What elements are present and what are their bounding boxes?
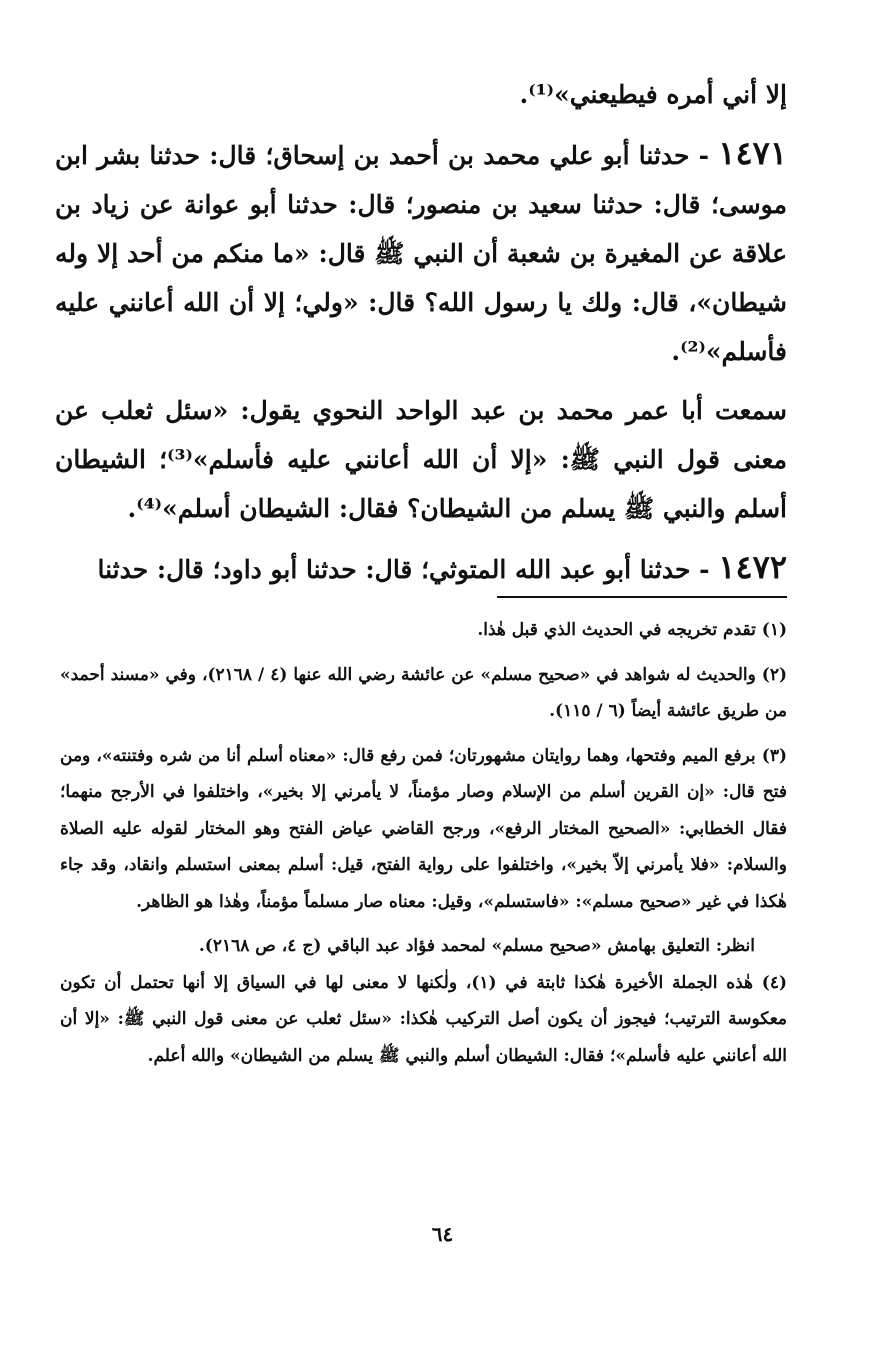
- footnotes: [60, 612, 787, 1074]
- hadith-number: ١٤٧٢: [718, 548, 787, 586]
- hadith-1472: [55, 543, 787, 594]
- footnote-4: (٤) هٰذه الجملة الأخيرة هٰكذا ثابتة في (١)، ولٰكنها لا معنى لها في السياق إلا أنها تحتمل أن تكون معكوسة الترتيب؛ فيجوز أن يكون أصل التركيب هٰكذا: «سئل ثعلب عن معنى قول النبي ﷺ: «إلا أن الله أعانني عليه فأسلم»؛ فقال: الشيطان أسلم والنبي ﷺ يسلم من الشيطان» والله أعلم.: [60, 972, 787, 1066]
- paragraph-continuation: [55, 70, 787, 119]
- hadith-number: ١٤٧١: [718, 134, 787, 172]
- main-text: [55, 70, 787, 594]
- paragraph-text: إلا أني أمره فيطيعني»⁽¹⁾.: [519, 80, 787, 109]
- footnote-1: (١) تقدم تخريجه في الحديث الذي قبل هٰذا.: [477, 620, 787, 640]
- page-number: ٦٤: [431, 1222, 454, 1246]
- commentary-paragraph: [55, 386, 787, 533]
- paragraph-text: - حدثنا أبو عبد الله المتوثي؛ قال: حدثنا أبو داود؛ قال: حدثنا: [97, 555, 719, 584]
- footnote-reference: انظر: التعليق بهامش «صحيح مسلم» لمحمد فؤاد عبد الباقي (ج ٤، ص ٢١٦٨).: [198, 936, 755, 956]
- paragraph-text: - حدثنا أبو علي محمد بن أحمد بن إسحاق؛ قال: حدثنا بشر ابن موسى؛ قال: حدثنا سعيد بن منصور؛ قال: حدثنا أبو عوانة عن زياد بن علاقة عن المغيرة بن شعبة أن النبي ﷺ قال: «ما منكم من أحد إلا وله شيطان»، قال: ولك يا رسول الله؟ قال: «ولي؛ إلا أن الله أعانني عليه فأسلم»⁽²⁾.: [55, 141, 787, 366]
- paragraph-text: سمعت أبا عمر محمد بن عبد الواحد النحوي يقول: «سئل ثعلب عن معنى قول النبي ﷺ: «إلا أن الله أعانني عليه فأسلم»⁽³⁾؛ الشيطان أسلم والنبي ﷺ يسلم من الشيطان؟ فقال: الشيطان أسلم»⁽⁴⁾.: [55, 396, 787, 523]
- footnote-divider: [497, 596, 787, 598]
- footnote-3: (٣) برفع الميم وفتحها، وهما روايتان مشهورتان؛ فمن رفع قال: «معناه أسلم أنا من شره وفتنته»، ومن فتح قال: «إن القرين أسلم من الإسلام وصار مؤمناً، لا يأمرني إلا بخير»، واختلفوا في الأرجح منهما؛ فقال الخطابي: «الصحيح المختار الرفع»، ورجح القاضي عياض الفتح وهو المختار لقوله عليه الصلاة والسلام: «فلا يأمرني إلاّ بخير»، واختلفوا على رواية الفتح، قيل: أسلم بمعنى استسلم وانقاد، وقد جاء هٰكذا في غير «صحيح مسلم»: «فاستسلم»، وقيل: معناه صار مسلماً مؤمناً، وهٰذا هو الظاهر.: [60, 745, 787, 912]
- footnote-2: (٢) والحديث له شواهد في «صحيح مسلم» عن عائشة رضي الله عنها (٤ / ٢١٦٨)، وفي «مسند أحمد» من طريق عائشة أيضاً (٦ / ١١٥).: [60, 664, 788, 721]
- hadith-1471: [55, 129, 787, 376]
